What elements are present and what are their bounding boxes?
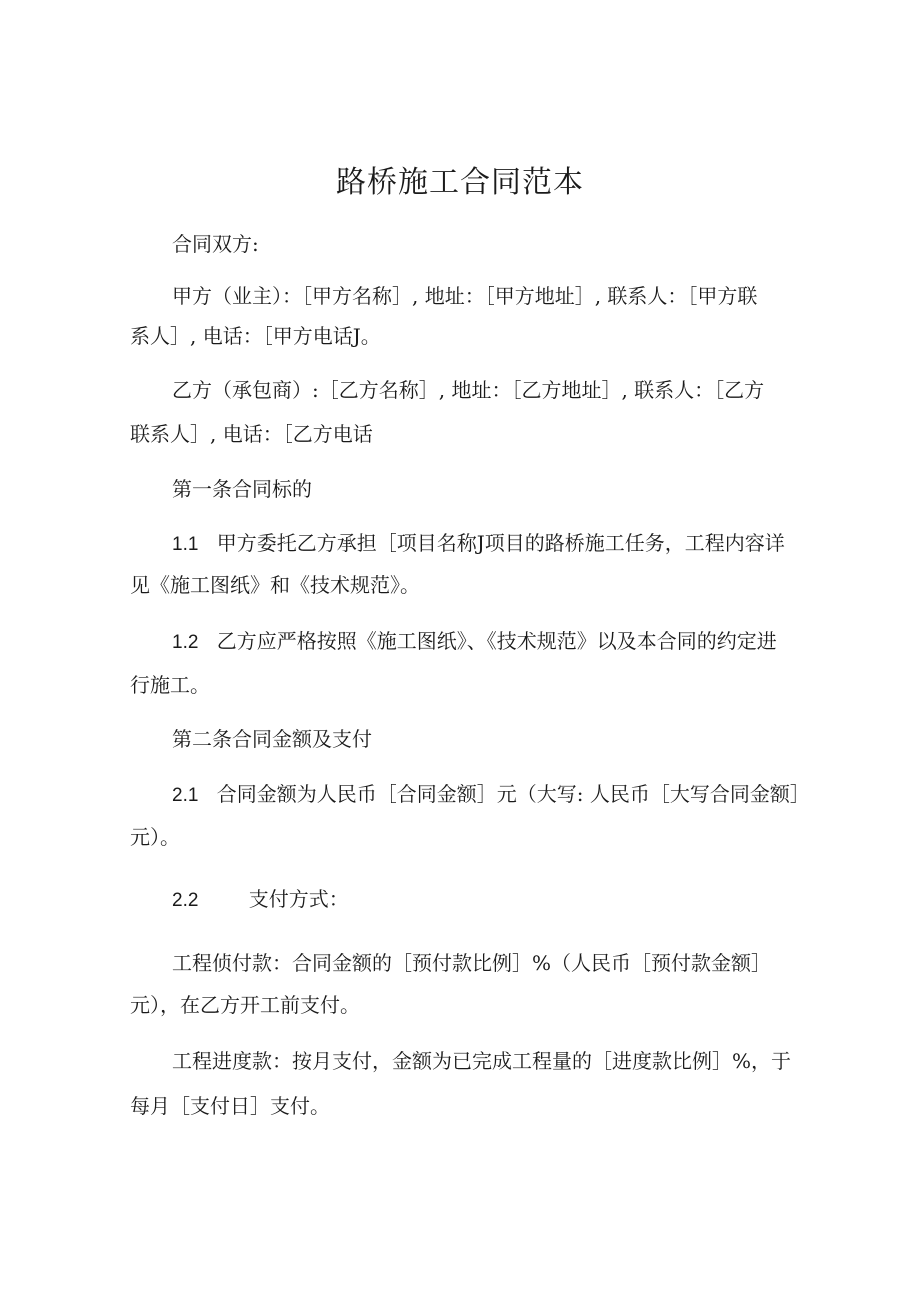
- clause-1-1-line-1: [172, 528, 785, 560]
- party-a-line-1: 甲方（业主）：［甲方名称］, 地址：［甲方地址］, 联系人：［甲方联: [172, 284, 758, 308]
- party-b-line-1: 乙方（承包商）:［乙方名称］, 地址：［乙方地址］, 联系人：［乙方: [172, 378, 765, 402]
- clause-1-2-line-2: 行施工。: [130, 673, 210, 697]
- clause-2-1-line-2: 元）。: [130, 825, 180, 849]
- clause-2-2-line: [172, 884, 349, 916]
- prepayment-line-2: 元），在乙方开工前支付。: [130, 993, 360, 1017]
- progress-payment-line-1: 工程进度款：按月支付，金额为已完成工程量的［进度款比例］%，于: [172, 1049, 792, 1073]
- clause-2-1-line-1: [172, 779, 810, 811]
- article-2-heading: 第二条合同金额及支付: [172, 727, 372, 751]
- clause-1-1-text: 甲方委托乙方承担［项目名称J项目的路桥施工任务，工程内容详: [216, 531, 785, 555]
- clause-1-2-line-1: [172, 626, 777, 658]
- prepayment-line-1: 工程侦付款：合同金额的［预付款比例］%（人民币［预付款金额］: [172, 951, 772, 975]
- clause-2-2-number: 2.2: [172, 890, 199, 911]
- progress-payment-line-2: 每月［支付日］支付。: [130, 1094, 330, 1118]
- document-title: 路桥施工合同范本: [336, 165, 584, 200]
- parties-heading: 合同双方:: [172, 232, 259, 256]
- clause-1-1-number: 1.1: [172, 534, 199, 555]
- clause-2-1-text: 合同金额为人民币［合同金额］元（大写: 人民币［大写合同金额］: [216, 782, 810, 806]
- clause-1-2-number: 1.2: [172, 632, 199, 653]
- article-1-heading: 第一条合同标的: [172, 477, 312, 501]
- clause-1-2-text: 乙方应严格按照《施工图纸》、《技术规范》以及本合同的约定进: [216, 629, 777, 653]
- clause-1-1-line-2: 见《施工图纸》和《技术规范》。: [130, 573, 420, 597]
- clause-2-1-number: 2.1: [172, 785, 199, 806]
- clause-2-2-text: 支付方式：: [248, 887, 349, 911]
- party-b-line-2: 联系人］, 电话：［乙方电话: [130, 422, 373, 446]
- party-a-line-2: 系人］, 电话：［甲方电话J。: [130, 324, 381, 348]
